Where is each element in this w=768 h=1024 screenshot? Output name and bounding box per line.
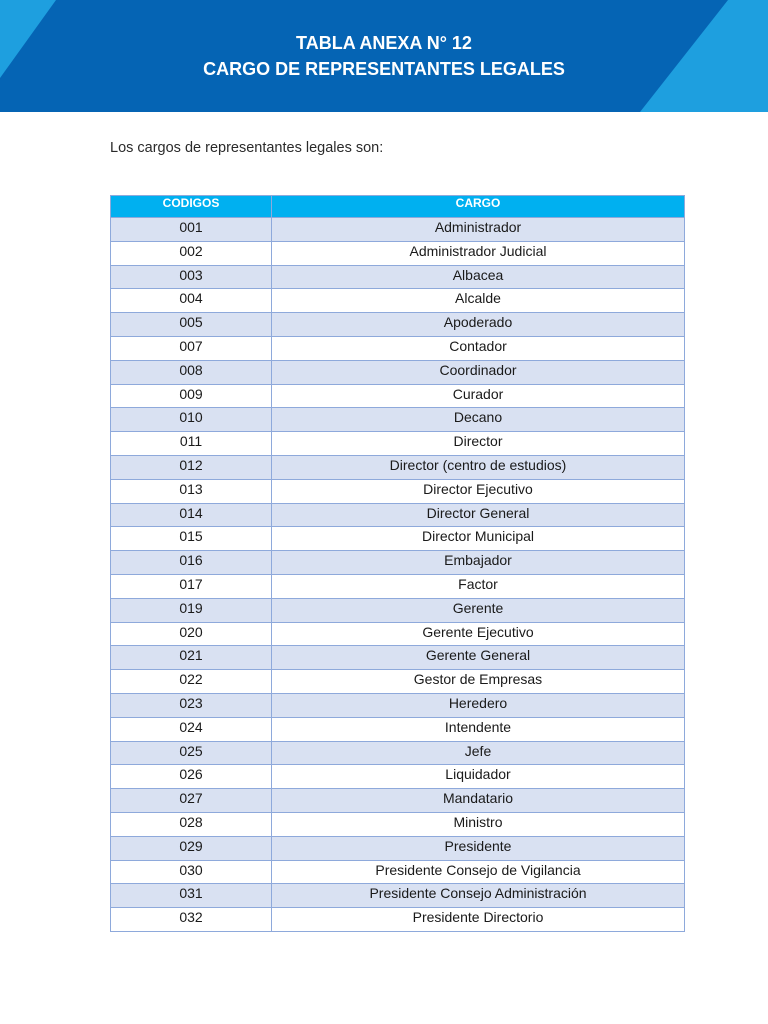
code-cell: 002 xyxy=(111,241,272,265)
cargo-cell: Heredero xyxy=(272,693,685,717)
cargo-cell: Gerente General xyxy=(272,646,685,670)
table-row xyxy=(111,717,685,741)
table-row xyxy=(111,836,685,860)
table-row xyxy=(111,551,685,575)
table-row xyxy=(111,479,685,503)
cargo-cell: Contador xyxy=(272,336,685,360)
title-line-1: TABLA ANEXA N° 12 xyxy=(296,33,472,53)
code-cell: 028 xyxy=(111,812,272,836)
cargo-cell: Administrador xyxy=(272,218,685,242)
cargo-cell: Apoderado xyxy=(272,313,685,337)
header-banner xyxy=(0,0,768,112)
codes-table xyxy=(110,195,685,932)
cargo-cell: Embajador xyxy=(272,551,685,575)
code-cell: 009 xyxy=(111,384,272,408)
table-row xyxy=(111,384,685,408)
code-cell: 017 xyxy=(111,574,272,598)
code-cell: 032 xyxy=(111,908,272,932)
code-cell: 003 xyxy=(111,265,272,289)
table-row xyxy=(111,432,685,456)
cargo-cell: Gerente xyxy=(272,598,685,622)
table-row xyxy=(111,646,685,670)
cargo-cell: Director (centro de estudios) xyxy=(272,455,685,479)
code-cell: 023 xyxy=(111,693,272,717)
cargo-cell: Presidente Consejo de Vigilancia xyxy=(272,860,685,884)
code-cell: 027 xyxy=(111,789,272,813)
cargo-cell: Director General xyxy=(272,503,685,527)
cargo-cell: Presidente Directorio xyxy=(272,908,685,932)
cargo-cell: Intendente xyxy=(272,717,685,741)
table-row xyxy=(111,455,685,479)
table-row xyxy=(111,622,685,646)
code-cell: 001 xyxy=(111,218,272,242)
table-row xyxy=(111,313,685,337)
table-row xyxy=(111,598,685,622)
cargo-cell: Jefe xyxy=(272,741,685,765)
code-cell: 025 xyxy=(111,741,272,765)
code-cell: 031 xyxy=(111,884,272,908)
cargo-cell: Decano xyxy=(272,408,685,432)
cargo-cell: Curador xyxy=(272,384,685,408)
table-row xyxy=(111,884,685,908)
intro-text: Los cargos de representantes legales son: xyxy=(110,140,384,156)
cargo-cell: Director Municipal xyxy=(272,527,685,551)
table-row xyxy=(111,765,685,789)
code-cell: 015 xyxy=(111,527,272,551)
code-cell: 005 xyxy=(111,313,272,337)
code-cell: 014 xyxy=(111,503,272,527)
cargo-cell: Ministro xyxy=(272,812,685,836)
table-row xyxy=(111,241,685,265)
table-row xyxy=(111,265,685,289)
code-cell: 029 xyxy=(111,836,272,860)
cargo-cell: Gerente Ejecutivo xyxy=(272,622,685,646)
code-cell: 011 xyxy=(111,432,272,456)
table-row xyxy=(111,670,685,694)
table-row xyxy=(111,408,685,432)
title-line-2: CARGO DE REPRESENTANTES LEGALES xyxy=(203,59,565,79)
table-row xyxy=(111,693,685,717)
cargo-cell: Director xyxy=(272,432,685,456)
code-cell: 022 xyxy=(111,670,272,694)
column-header-codigos: CODIGOS xyxy=(111,196,272,218)
cargo-cell: Presidente xyxy=(272,836,685,860)
cargo-cell: Director Ejecutivo xyxy=(272,479,685,503)
table-row xyxy=(111,527,685,551)
table-row xyxy=(111,860,685,884)
code-cell: 024 xyxy=(111,717,272,741)
table-row xyxy=(111,503,685,527)
table-row xyxy=(111,812,685,836)
code-cell: 010 xyxy=(111,408,272,432)
table-row xyxy=(111,360,685,384)
cargo-cell: Liquidador xyxy=(272,765,685,789)
cargo-cell: Mandatario xyxy=(272,789,685,813)
code-cell: 007 xyxy=(111,336,272,360)
code-cell: 013 xyxy=(111,479,272,503)
cargo-cell: Alcalde xyxy=(272,289,685,313)
code-cell: 012 xyxy=(111,455,272,479)
table-row xyxy=(111,741,685,765)
code-cell: 021 xyxy=(111,646,272,670)
table-row xyxy=(111,574,685,598)
code-cell: 020 xyxy=(111,622,272,646)
cargo-cell: Factor xyxy=(272,574,685,598)
table-row xyxy=(111,789,685,813)
cargo-cell: Albacea xyxy=(272,265,685,289)
table-row xyxy=(111,908,685,932)
code-cell: 019 xyxy=(111,598,272,622)
code-cell: 004 xyxy=(111,289,272,313)
table-body xyxy=(111,218,685,932)
cargo-cell: Gestor de Empresas xyxy=(272,670,685,694)
cargo-cell: Administrador Judicial xyxy=(272,241,685,265)
column-header-cargo: CARGO xyxy=(272,196,685,218)
table-header-row xyxy=(111,196,685,218)
page-title xyxy=(0,30,768,82)
table-row xyxy=(111,289,685,313)
code-cell: 016 xyxy=(111,551,272,575)
code-cell: 026 xyxy=(111,765,272,789)
code-cell: 030 xyxy=(111,860,272,884)
code-cell: 008 xyxy=(111,360,272,384)
table-row xyxy=(111,336,685,360)
cargo-cell: Presidente Consejo Administración xyxy=(272,884,685,908)
table-row xyxy=(111,218,685,242)
cargo-cell: Coordinador xyxy=(272,360,685,384)
